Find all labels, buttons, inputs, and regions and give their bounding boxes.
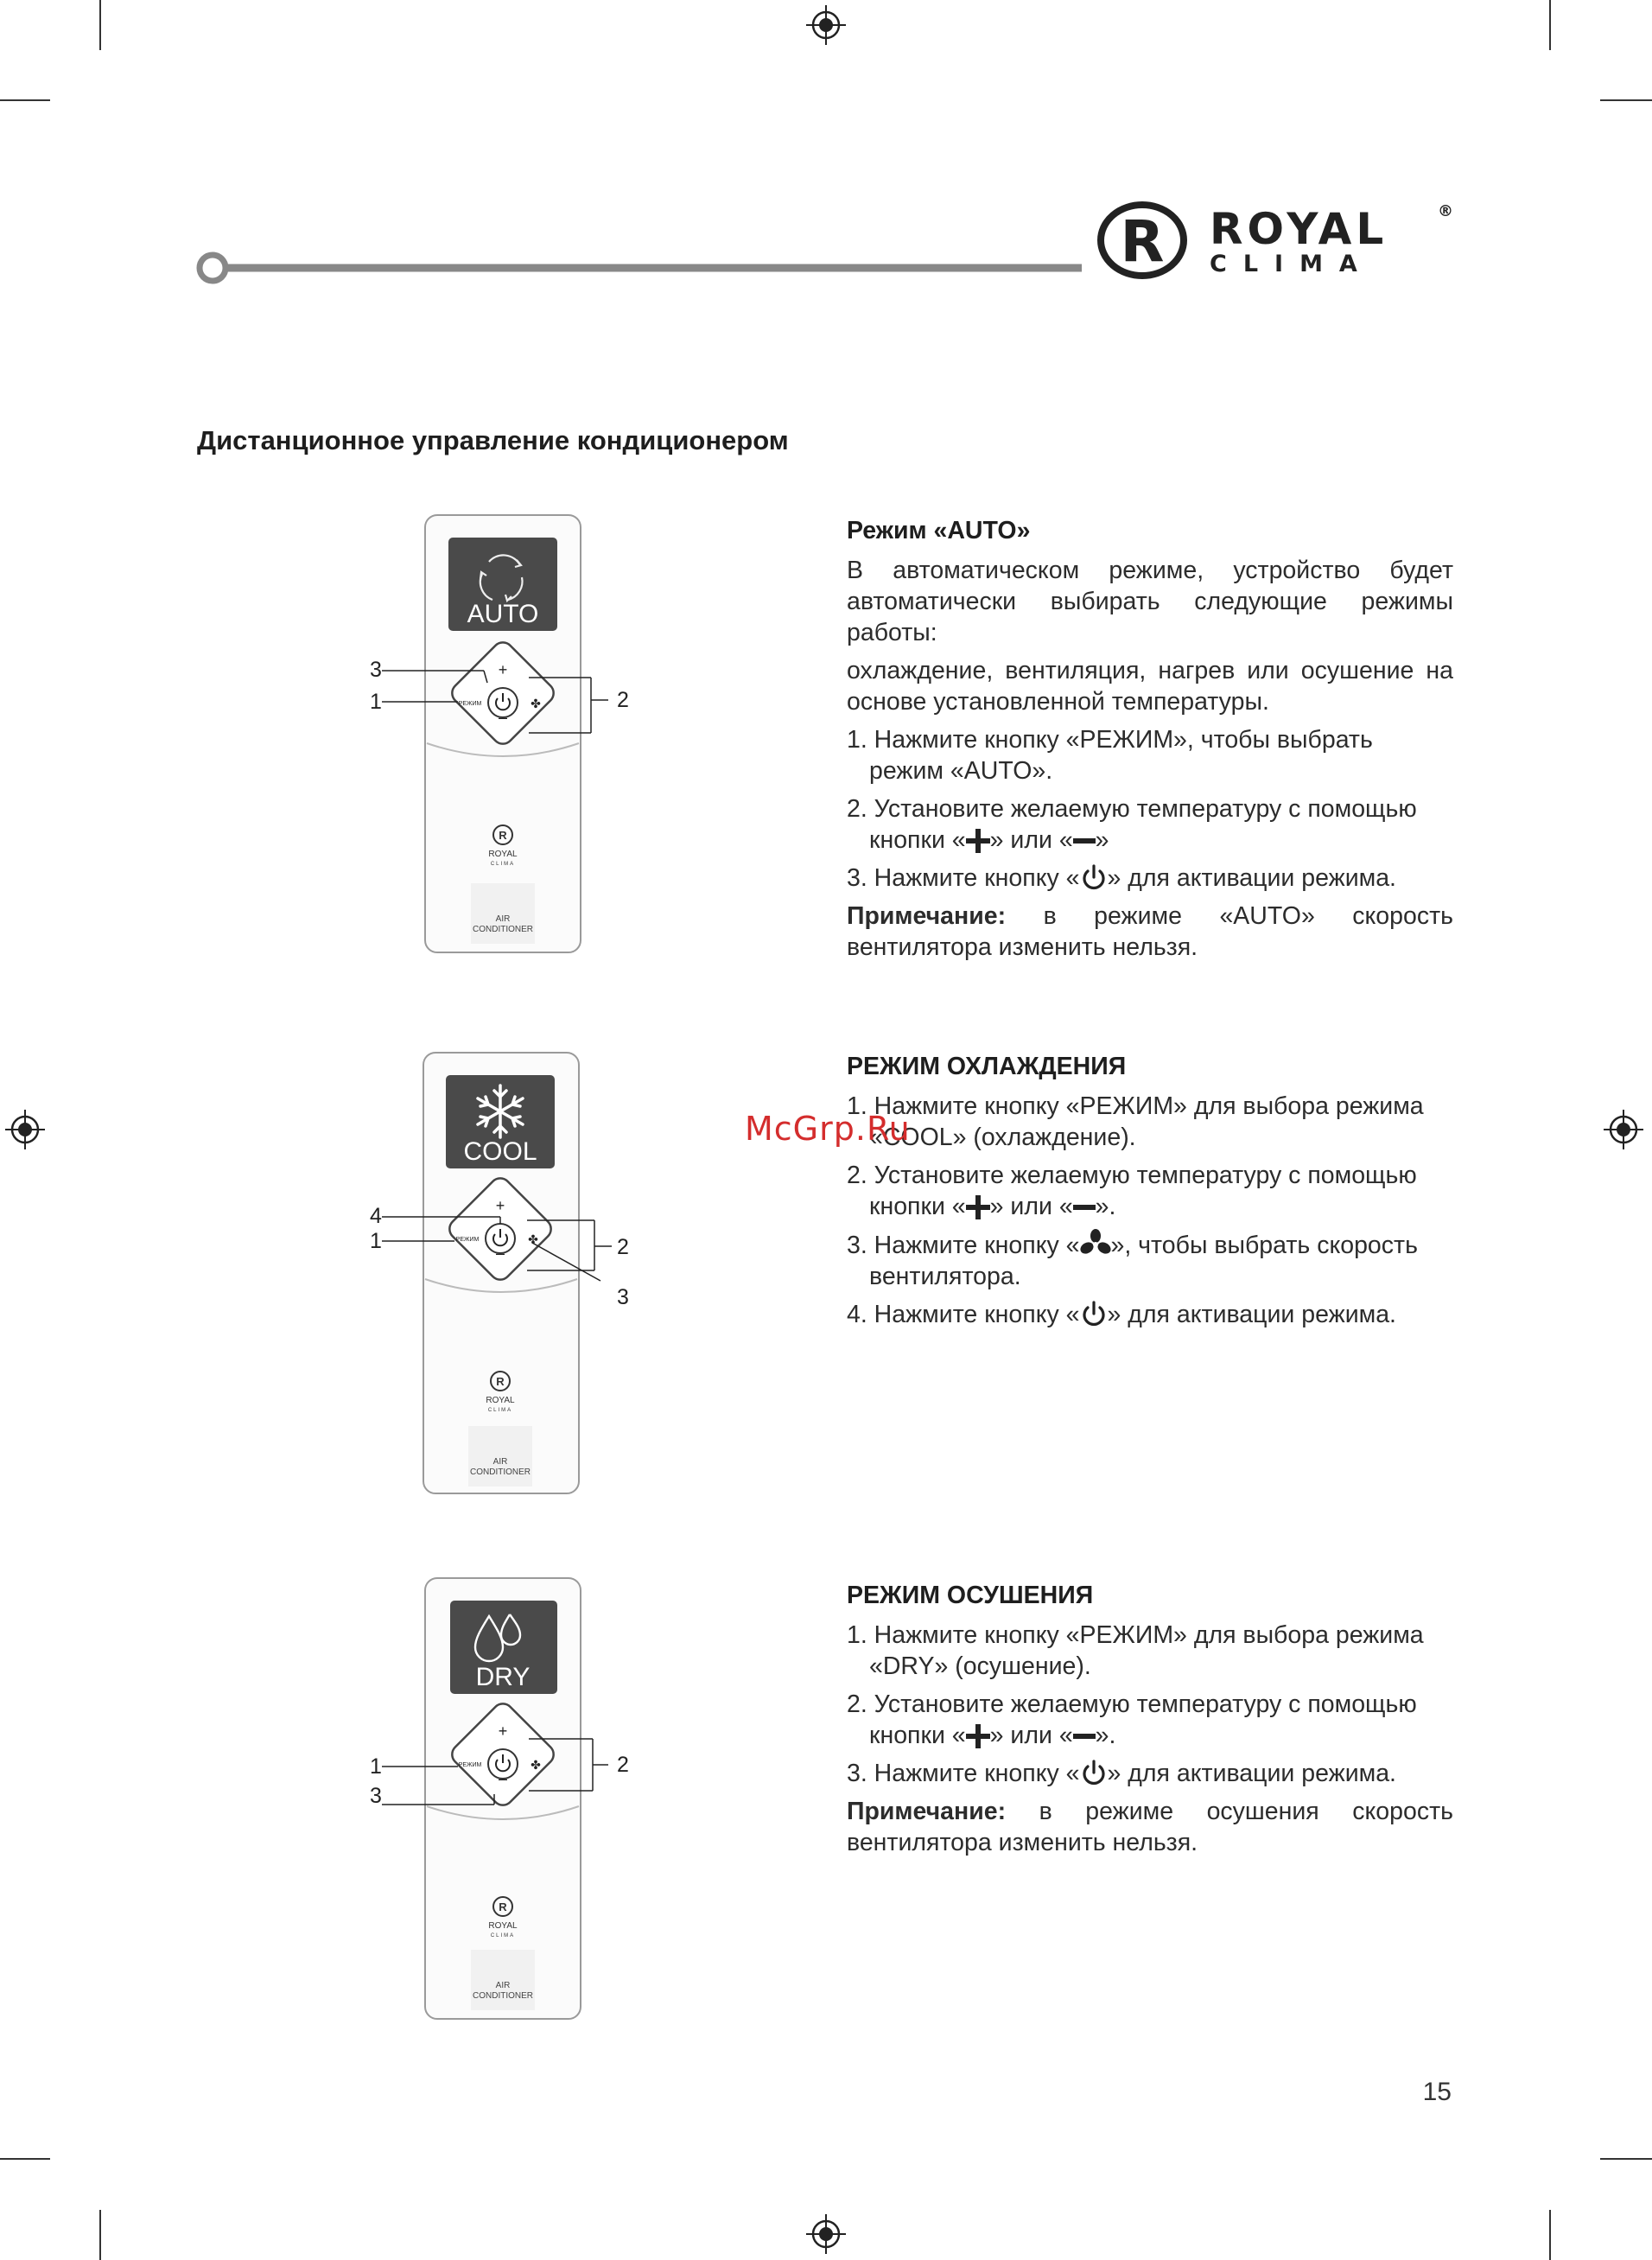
callout-number: 2 xyxy=(617,1753,629,1777)
svg-text:R: R xyxy=(496,1375,505,1388)
cool-heading: РЕЖИМ ОХЛАЖДЕНИЯ xyxy=(847,1053,1127,1080)
fan-button-icon[interactable]: ✤ xyxy=(531,697,541,710)
crop-mark xyxy=(99,0,101,50)
auto-step-2: 2. Установите желаемую температуру с помощью кнопки « » или « » xyxy=(847,795,1417,854)
mode-button[interactable]: РЕЖИМ xyxy=(458,1762,482,1768)
auto-step-3: 3. Нажмите кнопку « » для активации режима. xyxy=(847,864,1396,892)
svg-text:CLIMA: CLIMA xyxy=(490,1933,516,1939)
callout-number: 1 xyxy=(370,690,382,714)
plus-icon xyxy=(966,829,990,853)
dry-heading: РЕЖИМ ОСУШЕНИЯ xyxy=(847,1582,1094,1609)
dry-section xyxy=(847,1580,1453,1865)
auto-intro: В автоматическом режиме, устройство будет автоматически выбирать следующие режимы работы: xyxy=(847,557,1453,646)
cool-section xyxy=(847,1051,1453,1337)
air-label: AIR xyxy=(492,1457,508,1467)
logo-letter: R xyxy=(1120,208,1165,275)
royal-r-emblem-icon xyxy=(1097,201,1187,280)
dry-step-1: 1. Нажмите кнопку «РЕЖИМ» для выбора режима «DRY» (осушение). xyxy=(847,1621,1424,1680)
plus-button[interactable]: + xyxy=(495,1197,505,1214)
remote-auto xyxy=(363,510,648,959)
callout-number: 4 xyxy=(370,1204,382,1228)
fan-button-icon[interactable]: ✤ xyxy=(531,1758,541,1772)
power-button[interactable] xyxy=(488,1749,518,1779)
cool-step-4: 4. Нажмите кнопку « » для активации режима. xyxy=(847,1301,1396,1328)
plus-icon xyxy=(966,1724,990,1748)
power-button[interactable] xyxy=(488,688,518,717)
fan-button-icon[interactable]: ✤ xyxy=(528,1232,538,1246)
callout-number: 3 xyxy=(617,1285,629,1309)
conditioner-label: CONDITIONER xyxy=(473,925,533,934)
display-mode-label: COOL xyxy=(463,1137,537,1166)
auto-step-1: 1. Нажмите кнопку «РЕЖИМ», чтобы выбрать режим «AUTO». xyxy=(847,726,1373,785)
minus-icon xyxy=(1073,1195,1096,1219)
registration-mark-icon xyxy=(1604,1110,1643,1149)
crop-mark xyxy=(99,2210,101,2260)
crop-mark xyxy=(1549,0,1551,50)
registration-mark-icon xyxy=(806,2214,846,2254)
svg-text:CLIMA: CLIMA xyxy=(490,862,516,867)
brand-logo xyxy=(1097,201,1460,280)
power-button[interactable] xyxy=(486,1224,515,1253)
power-icon xyxy=(1080,1300,1108,1327)
minus-icon xyxy=(1073,829,1096,853)
remote-cool xyxy=(363,1047,648,1497)
brand-sub: CLIMA xyxy=(1210,251,1374,277)
crop-mark xyxy=(1600,2158,1652,2160)
watermark: McGrp.Ru xyxy=(745,1110,911,1148)
callout-number: 2 xyxy=(617,1235,629,1259)
header-rule xyxy=(195,251,1085,285)
auto-modes: охлаждение, вентиляция, нагрев или осушение на основе установленной температуры. xyxy=(847,657,1453,716)
power-icon xyxy=(1080,1759,1108,1786)
callout-number: 3 xyxy=(370,1784,382,1808)
mode-button[interactable]: РЕЖИМ xyxy=(458,701,482,707)
auto-section xyxy=(847,515,1453,970)
air-label: AIR xyxy=(495,1981,511,1990)
cool-step-2: 2. Установите желаемую температуру с помощью кнопки « » или « ». xyxy=(847,1162,1417,1220)
dry-step-3: 3. Нажмите кнопку « » для активации режима. xyxy=(847,1760,1396,1787)
callout-number: 1 xyxy=(370,1754,382,1779)
air-label: AIR xyxy=(495,914,511,924)
auto-heading: Режим «AUTO» xyxy=(847,517,1031,544)
minus-icon xyxy=(1073,1724,1096,1748)
conditioner-label: CONDITIONER xyxy=(473,1991,533,2001)
display-mode-label: DRY xyxy=(475,1663,531,1691)
svg-text:R: R xyxy=(499,829,507,842)
svg-text:ROYAL: ROYAL xyxy=(488,1921,518,1931)
dry-note: Примечание: в режиме осушения скорость вентилятора изменить нельзя. xyxy=(847,1798,1453,1856)
registration-mark-icon xyxy=(5,1110,45,1149)
dry-step-2: 2. Установите желаемую температуру с помощью кнопки « » или « ». xyxy=(847,1690,1417,1749)
crop-mark xyxy=(0,99,50,101)
plus-button[interactable]: + xyxy=(498,1722,508,1740)
svg-text:R: R xyxy=(499,1900,507,1913)
svg-text:ROYAL: ROYAL xyxy=(488,850,518,859)
mode-button[interactable]: РЕЖИМ xyxy=(455,1237,480,1243)
power-icon xyxy=(1080,863,1108,891)
auto-note: Примечание: в режиме «AUTO» скорость вентилятора изменить нельзя. xyxy=(847,902,1453,961)
fan-icon xyxy=(1080,1229,1111,1258)
plus-button[interactable]: + xyxy=(498,661,508,678)
brand-registered: ® xyxy=(1438,202,1453,220)
brand-name: ROYAL xyxy=(1210,204,1388,254)
page-number: 15 xyxy=(1422,2078,1452,2106)
svg-text:ROYAL: ROYAL xyxy=(486,1396,515,1405)
remote-dry xyxy=(363,1573,648,2022)
display-mode-label: AUTO xyxy=(467,600,539,628)
crop-mark xyxy=(0,2158,50,2160)
callout-number: 1 xyxy=(370,1229,382,1253)
crop-mark xyxy=(1600,99,1652,101)
page-title: Дистанционное управление кондиционером xyxy=(197,425,789,455)
cool-step-3: 3. Нажмите кнопку « », чтобы выбрать скорость вентилятора. xyxy=(847,1229,1453,1292)
crop-mark xyxy=(1549,2210,1551,2260)
callout-number: 3 xyxy=(370,658,382,682)
plus-icon xyxy=(966,1195,990,1219)
svg-text:CLIMA: CLIMA xyxy=(487,1408,513,1413)
conditioner-label: CONDITIONER xyxy=(470,1467,531,1477)
cool-step-1: 1. Нажмите кнопку «РЕЖИМ» для выбора режима «COOL» (охлаждение). xyxy=(847,1092,1424,1151)
callout-number: 2 xyxy=(617,688,629,712)
registration-mark-icon xyxy=(806,5,846,45)
